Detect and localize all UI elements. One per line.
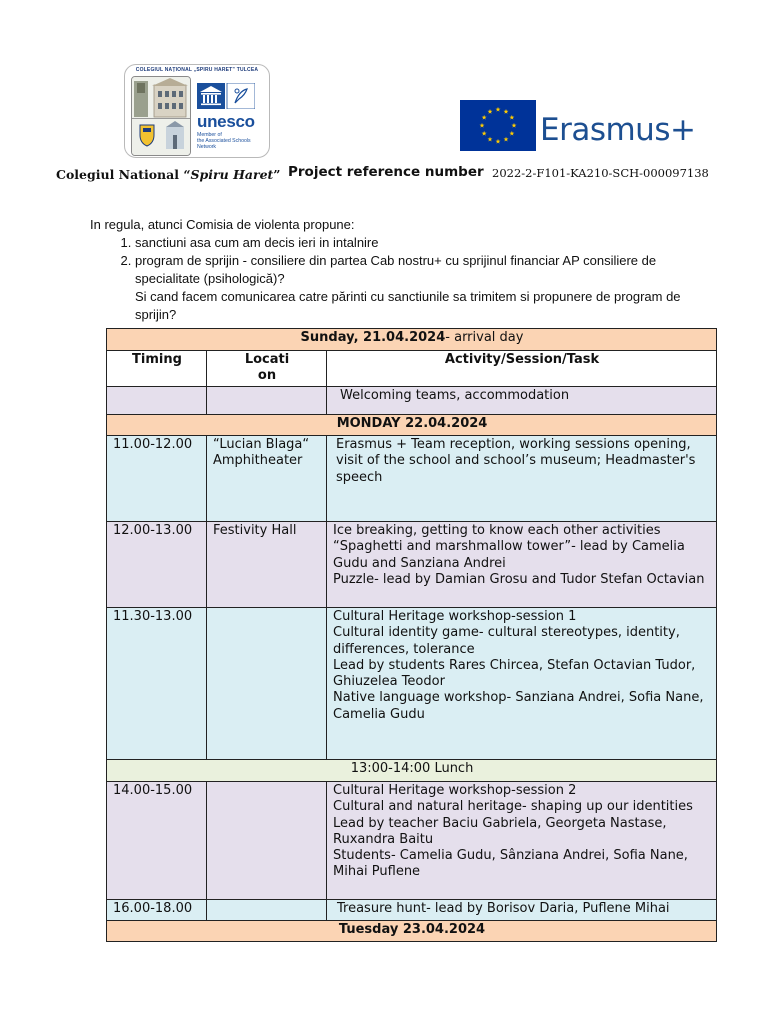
col-header-location-line: on — [257, 368, 277, 384]
unesco-member-text — [197, 133, 267, 150]
day-header-row — [107, 329, 717, 351]
day-header-tuesday: Tuesday 23.04.2024 — [107, 921, 717, 942]
cell-timing: 16.00-18.00 — [107, 900, 207, 921]
activity-line: Cultural and natural heritage- shaping up our identities — [333, 799, 693, 815]
cell-activity: Erasmus + Team reception, working sessions opening, visit of the school and school’s museum; Headmaster's speech — [327, 436, 717, 522]
intro-note — [90, 216, 700, 324]
school-name — [56, 167, 281, 182]
school-name-suffix: ” — [273, 167, 281, 182]
cell-activity — [327, 522, 717, 608]
cell-timing — [107, 387, 207, 415]
school-name-italic: Spiru Haret — [190, 167, 274, 182]
schedule-table — [106, 328, 717, 942]
lunch-break: 13:00-14:00 Lunch — [107, 760, 717, 782]
unesco-temple-icon — [197, 83, 255, 109]
activity-line: Cultural identity game- cultural stereotypes, identity, differences, tolerance — [333, 625, 680, 657]
cell-timing: 11.30-13.00 — [107, 608, 207, 760]
table-row — [107, 387, 717, 415]
cell-activity — [327, 782, 717, 900]
col-header-location — [207, 351, 327, 387]
school-building-icon — [131, 76, 191, 156]
cell-location — [207, 608, 327, 760]
table-row — [107, 608, 717, 760]
day-header-sunday — [107, 329, 717, 351]
activity-line: Cultural Heritage workshop-session 1 — [333, 609, 577, 624]
day-header-row — [107, 921, 717, 942]
intro-list-item — [135, 252, 700, 324]
intro-list-item: 1. sanctiuni asa cum am decis ieri in intalnire — [135, 234, 700, 252]
eu-flag-icon — [460, 100, 536, 151]
unesco-member-line: Network — [197, 143, 217, 150]
activity-line: Students- Camelia Gudu, Sânziana Andrei, Sofia Nane, Mihai Puflene — [333, 848, 688, 880]
erasmus-logo — [460, 100, 700, 156]
table-row — [107, 436, 717, 522]
table-row — [107, 522, 717, 608]
cell-location — [207, 387, 327, 415]
table-row — [107, 782, 717, 900]
intro-list-item-continuation: Si cand facem comunicarea catre părinti cu sanctiunile sa trimitem si propunere de program de sprijin? — [135, 289, 681, 322]
intro-list-item-text: program de sprijin - consiliere din partea Cab nostru+ cu sprijinul financiar AP consiliere de specialitate (psihologică)? — [135, 253, 657, 286]
activity-line: Native language workshop- Sanziana Andrei, Sofia Nane, Camelia Gudu — [333, 690, 704, 722]
day-header-monday: MONDAY 22.04.2024 — [107, 415, 717, 436]
unesco-member-line: the Associated Schools — [197, 137, 251, 144]
activity-line: Lead by students Rares Chircea, Stefan Octavian Tudor, Ghiuzelea Teodor — [333, 657, 696, 690]
intro-list — [90, 234, 700, 324]
school-name-prefix: Colegiul National “ — [56, 167, 191, 182]
day-header-row — [107, 415, 717, 436]
unesco-wordmark: unesco — [197, 112, 255, 131]
lunch-row — [107, 760, 717, 782]
school-unesco-logo — [124, 64, 270, 158]
cell-location — [207, 782, 327, 900]
col-header-location-line: Locati — [244, 352, 290, 367]
cell-timing: 11.00-12.00 — [107, 436, 207, 522]
cell-activity: Treasure hunt- lead by Borisov Daria, Puflene Mihai — [327, 900, 717, 921]
cell-activity: Welcoming teams, accommodation — [327, 387, 717, 415]
project-reference-label: Project reference number — [288, 164, 484, 180]
cell-activity — [327, 608, 717, 760]
intro-line: In regula, atunci Comisia de violenta propune: — [90, 217, 355, 232]
activity-line: Puzzle- lead by Damian Grosu and Tudor Stefan Octavian — [333, 571, 705, 587]
school-logo-banner: COLEGIUL NAȚIONAL „SPIRU HARET” TULCEA — [135, 67, 259, 73]
project-reference-number: 2022-2-F101-KA210-SCH-000097138 — [492, 166, 709, 180]
unesco-member-line: Member of — [197, 132, 222, 138]
day-header-note: - arrival day — [445, 330, 524, 345]
cell-timing: 12.00-13.00 — [107, 522, 207, 608]
activity-line: Cultural Heritage workshop-session 2 — [333, 783, 577, 798]
erasmus-wordmark: Erasmus+ — [540, 112, 696, 148]
cell-location: “Lucian Blaga“ Amphitheater — [207, 436, 327, 522]
table-row — [107, 900, 717, 921]
day-header-date: Sunday, 21.04.2024 — [300, 330, 446, 345]
col-header-activity: Activity/Session/Task — [327, 351, 717, 387]
activity-line: Ice breaking, getting to know each other activities — [333, 523, 661, 538]
activity-line: Lead by teacher Baciu Gabriela, Georgeta Nastase, Ruxandra Baitu — [333, 815, 667, 847]
cell-timing: 14.00-15.00 — [107, 782, 207, 900]
activity-line: “Spaghetti and marshmallow tower”- lead by Camelia Gudu and Sanziana Andrei — [333, 539, 685, 571]
cell-location — [207, 900, 327, 921]
unesco-badge — [193, 76, 265, 154]
col-header-timing: Timing — [107, 351, 207, 387]
column-header-row — [107, 351, 717, 387]
cell-location: Festivity Hall — [207, 522, 327, 608]
